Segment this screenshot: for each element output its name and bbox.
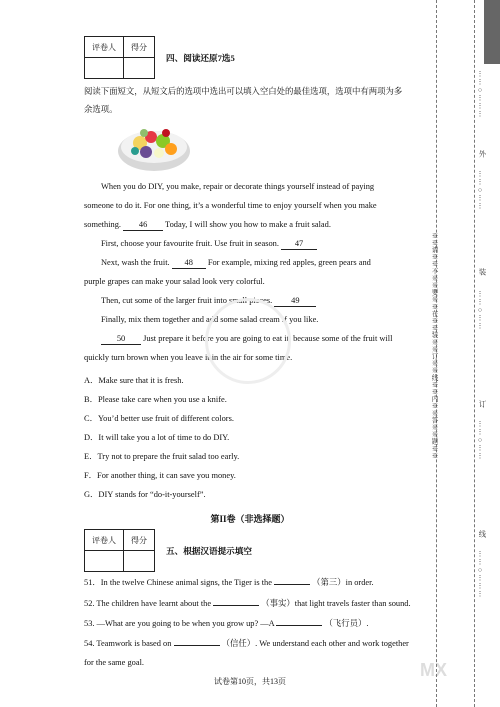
binding-label-xian: 线 <box>478 530 487 538</box>
binding-gray-bar <box>484 0 500 64</box>
question-text: 51．In the twelve Chinese animal signs, the Tiger is the <box>84 578 272 587</box>
passage-text: something. <box>84 220 121 229</box>
question-text: 53. —What are you going to be when you grow up? —A <box>84 619 275 628</box>
option-f: F．For another thing, it can save you money. <box>84 471 236 480</box>
question-hint: （飞行员）. <box>324 619 369 628</box>
blank-46[interactable]: 46 <box>123 219 163 231</box>
blank-48[interactable]: 48 <box>172 257 206 269</box>
question-53 <box>84 618 368 629</box>
score-cell[interactable] <box>124 58 155 79</box>
option-d: D．It will take you a lot of time to do DIY. <box>84 433 230 442</box>
binding-warning-text: ※※请※※不※※要※※在※※装※※订※※线※※内※※答※※题※※ <box>430 232 437 460</box>
answer-blank-54[interactable] <box>174 645 220 646</box>
grader-cell[interactable] <box>85 551 124 572</box>
binding-dots: ⋮ ⋮ ○ ⋮ ⋮ <box>476 290 484 330</box>
binding-dots: ⋮ ⋮ ○ ⋮ ⋮ <box>476 170 484 210</box>
question-text: 54. Teamwork is based on <box>84 639 172 648</box>
passage-text: Just prepare it before you are going to eat it, because some of the fruit will <box>143 334 393 343</box>
passage-text: For example, mixing red apples, green pears and <box>207 258 371 267</box>
option-c: C．You’d better use fruit of different colors. <box>84 414 234 423</box>
passage-line: quickly turn brown when you leave it in the air for some time. <box>84 353 293 362</box>
answer-blank-52[interactable] <box>213 605 259 606</box>
answer-blank-51[interactable] <box>274 584 310 585</box>
blank-50[interactable]: 50 <box>101 333 141 345</box>
passage-line <box>101 295 316 307</box>
question-52 <box>84 598 411 609</box>
passage-text: Then, cut some of the larger fruit into small pieces. <box>101 296 273 305</box>
binding-label-zhuang: 装 <box>478 268 487 276</box>
fruit-salad-image <box>116 123 192 173</box>
question-text: 52. The children have learnt about the <box>84 599 212 608</box>
passage-line: When you do DIY, you make, repair or decorate things yourself instead of paying <box>101 182 375 191</box>
passage-text: Next, wash the fruit. <box>101 258 170 267</box>
score-label: 得分 <box>124 530 155 551</box>
blank-49[interactable]: 49 <box>274 295 316 307</box>
instruction-line: 阅读下面短文，从短文后的选项中选出可以填入空白处的最佳选项，选项中有两项为多 <box>84 87 403 96</box>
grader-cell[interactable] <box>85 58 124 79</box>
passage-line <box>101 238 317 250</box>
section4-title: 四、阅读还原7选5 <box>166 53 235 63</box>
score-table-section4 <box>84 36 155 79</box>
binding-dots: ⋮ ⋮ ○ ⋮ ⋮ ⋮ <box>476 70 484 118</box>
option-g: G．DIY stands for “do-it-yourself”. <box>84 490 206 499</box>
question-51 <box>84 577 374 588</box>
passage-line <box>84 219 331 231</box>
watermark-circle <box>205 298 291 384</box>
blank-47[interactable]: 47 <box>281 238 317 250</box>
binding-label-ding: 订 <box>478 400 487 408</box>
section5-title: 五、根据汉语提示填空 <box>166 546 252 556</box>
question-54 <box>84 638 409 649</box>
watermark-logo: MX <box>420 660 447 680</box>
option-a: A．Make sure that it is fresh. <box>84 376 184 385</box>
answer-blank-53[interactable] <box>276 625 322 626</box>
binding-dots: ⋮ ⋮ ○ ⋮ ⋮ ⋮ <box>476 550 484 598</box>
grader-label: 评卷人 <box>85 37 124 58</box>
score-cell[interactable] <box>124 551 155 572</box>
page-footer: 试卷第10页，共13页 <box>214 677 286 686</box>
binding-dots: ⋮ ⋮ ○ ⋮ ⋮ <box>476 420 484 460</box>
passage-text: First, choose your favourite fruit. Use fruit in season. <box>101 239 279 248</box>
option-b: B．Please take care when you use a knife. <box>84 395 227 404</box>
passage-line: someone to do it. For one thing, it’s a wonderful time to enjoy yourself when you make <box>84 201 377 210</box>
question-hint: （第三）in order. <box>312 578 374 587</box>
passage-line: Finally, mix them together and add some salad cream if you like. <box>101 315 319 324</box>
grader-label: 评卷人 <box>85 530 124 551</box>
passage-text: Today, I will show you how to make a fruit salad. <box>165 220 331 229</box>
passage-line <box>101 257 371 269</box>
binding-label-wai: 外 <box>478 150 487 158</box>
option-e: E．Try not to prepare the fruit salad too early. <box>84 452 240 461</box>
score-label: 得分 <box>124 37 155 58</box>
question-hint: （事实）that light travels faster than sound. <box>261 599 411 608</box>
question-hint: （信任）. We understand each other and work together <box>221 639 409 648</box>
binding-margin <box>430 0 500 707</box>
part2-title: 第II卷（非选择题） <box>210 514 290 524</box>
score-table-section5 <box>84 529 155 572</box>
instruction-line: 余选项。 <box>84 105 118 114</box>
question-54-continued: for the same goal. <box>84 658 144 667</box>
passage-line: purple grapes can make your salad look very colorful. <box>84 277 265 286</box>
